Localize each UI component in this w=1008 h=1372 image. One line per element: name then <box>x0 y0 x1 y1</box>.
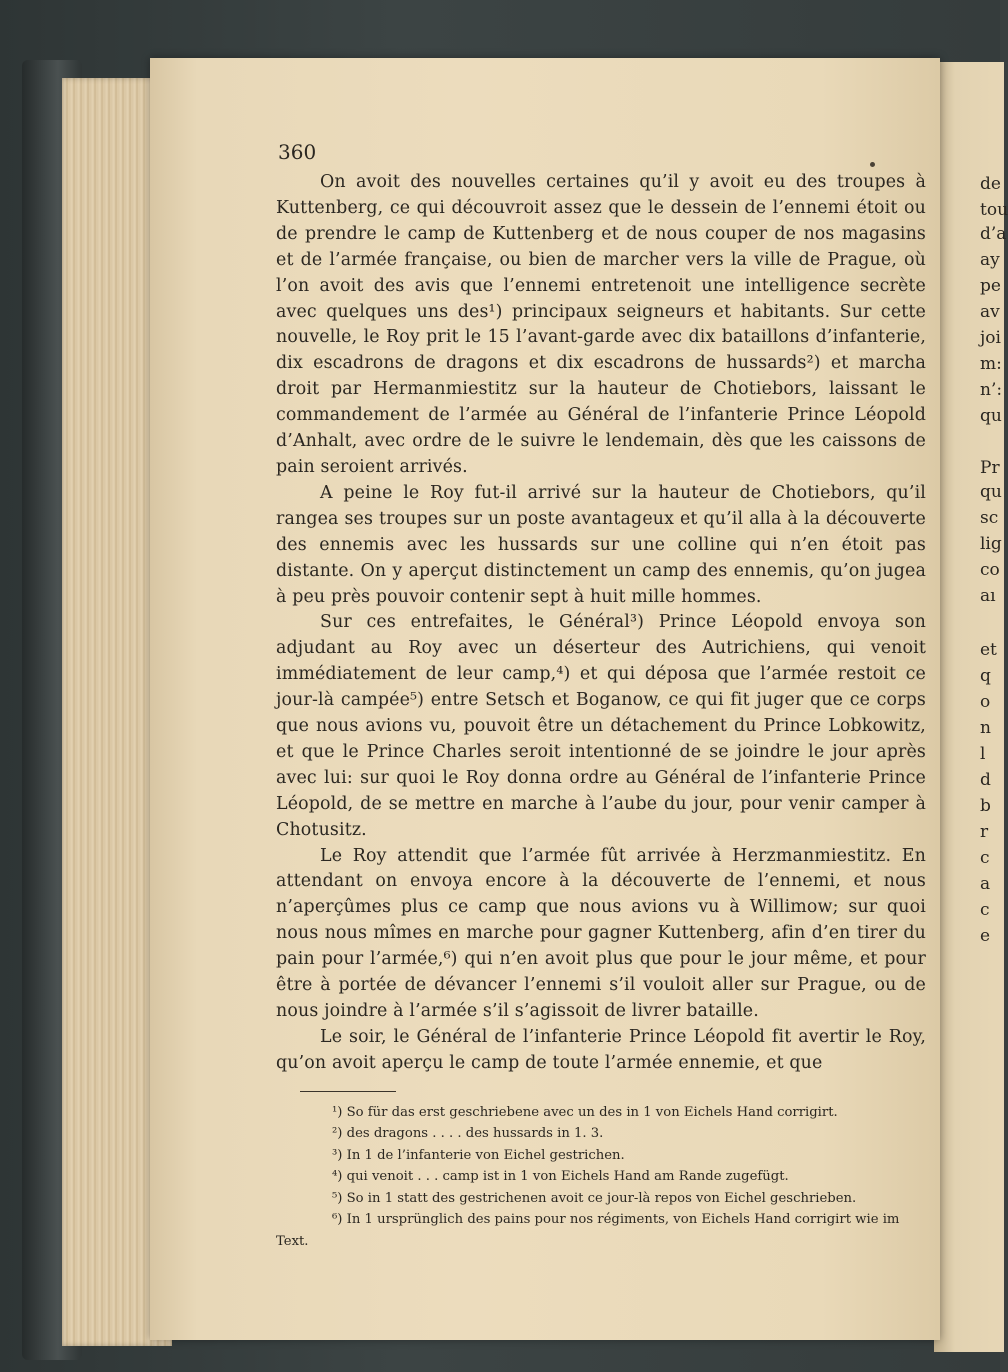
next-page-fragment: de <box>980 174 1001 194</box>
paragraph: On avoit des nouvelles certaines qu’il y avoit eu des troupes à Kuttenberg, ce qui découvroit assez que le dessein de l’ennemi étoit ou de prendre le camp de Kuttenberg et de nous couper de nos magasins et de l’armée française, ou bien de marcher vers la ville de Prague, où l’on avoit des avis que l’ennemi entretenoit une intelligence secrète avec quelques uns des¹) principaux seigneurs et habitants. Sur cette nouvelle, le Roy prit le 15 l’avant-garde avec dix bataillons d’infanterie, dix escadrons de dragons et dix escadrons de hussards²) et marcha droit par Hermanmiestitz sur la hauteur de Chotiebors, laissant le commandement de l’armée au Général de l’infanterie Prince Léopold d’Anhalt, avec ordre de le suivre le lendemain, dès que les caissons de pain seroient arrivés. <box>276 172 926 477</box>
footnote: ⁶) In 1 ursprünglich des pains pour nos régiments, von Eichels Hand corrigirt wie im Text. <box>276 1212 900 1249</box>
next-page-fragment: et <box>980 640 997 660</box>
next-page-fragment: a <box>980 874 991 894</box>
next-page-fragment: co <box>980 560 1000 580</box>
next-page-fragment: qu <box>980 406 1002 426</box>
next-page-fragment: tou <box>980 200 1008 220</box>
footnote: ³) In 1 de l’infanterie von Eichel gestrichen. <box>332 1147 625 1163</box>
footnotes <box>276 1102 926 1253</box>
next-page-fragment: d’a <box>980 224 1007 244</box>
footnote-divider <box>300 1091 396 1092</box>
footnote: ¹) So für das erst geschriebene avec un des in 1 von Eichels Hand corrigirt. <box>332 1104 838 1120</box>
paragraph: Le soir, le Général de l’infanterie Prince Léopold fit avertir le Roy, qu’on avoit aperçu le camp de toute l’armée ennemie, et que <box>276 1026 926 1073</box>
next-page-fragment: Pr <box>980 458 1000 478</box>
footnote: ²) des dragons . . . . des hussards in 1. 3. <box>332 1126 604 1142</box>
footnote: ⁵) So in 1 statt des gestrichenen avoit ce jour-là repos von Eichel geschrieben. <box>332 1190 857 1206</box>
next-page-fragment: n’: <box>980 380 1003 400</box>
next-page-fragment: r <box>980 822 989 842</box>
next-page-fragment: c <box>980 900 990 920</box>
paragraph: Sur ces entrefaites, le Général³) Prince Léopold envoya son adjudant au Roy avec un déserteur des Autrichiens, qui venoit immédiatement de leur camp,⁴) et qui déposa que l’armée restoit ce jour-là campée⁵) entre Setsch et Boganow, ce qui fit juger que ce corps que nous avions vu, pouvoit être un détachement du Prince Lobkowitz, et que le Prince Charles seroit intentionné de se joindre le jour après avec lui: sur quoi le Roy donna ordre au Général de l’infanterie Prince Léopold, de se mettre en marche à l’aube du jour, pour venir camper à Chotusitz. <box>276 612 926 840</box>
next-page-fragment: av <box>980 302 1000 322</box>
next-page-fragment: d <box>980 770 991 790</box>
next-page-fragment: b <box>980 796 991 816</box>
next-page-fragment: aı <box>980 586 996 606</box>
next-page-edge <box>934 62 1008 1352</box>
next-page-fragment: l <box>980 744 986 764</box>
next-page-fragment: lig <box>980 534 1002 554</box>
next-page-fragment: sc <box>980 508 999 528</box>
next-page-fragment: o <box>980 692 991 712</box>
paragraph: A peine le Roy fut-il arrivé sur la hauteur de Chotiebors, qu’il rangea ses troupes sur un poste avantageux et qu’il alla à la découverte des ennemis avec les hussards sur une colline qui n’en étoit pas distante. On y aperçut distinctement un camp des ennemis, qu’on jugea à peu près pouvoir contenir sept à huit mille hommes. <box>276 482 926 607</box>
next-page-fragment: m: <box>980 354 1002 374</box>
next-page-fragment: joi <box>980 328 1001 348</box>
page-text-block <box>276 140 926 1252</box>
body-text <box>276 170 926 1077</box>
next-page-fragment: pe <box>980 276 1001 296</box>
footnote: ⁴) qui venoit . . . camp ist in 1 von Eichels Hand am Rande zugefügt. <box>332 1169 789 1185</box>
next-page-fragment: ay <box>980 250 1000 270</box>
next-page-fragment: qu <box>980 482 1002 502</box>
next-page-fragment: n <box>980 718 991 738</box>
next-page-fragment: q <box>980 666 991 686</box>
next-page-fragment: c <box>980 848 990 868</box>
paragraph: Le Roy attendit que l’armée fût arrivée à Herzmanmiestitz. En attendant on envoya encore à la découverte de l’ennemi, et nous n’aperçûmes plus ce camp que nous avions vu à Willimow; sur quoi nous nous mîmes en marche pour gagner Kuttenberg, afin d’en tirer du pain pour l’armée,⁶) qui n’en avoit plus que pour le jour même, et pour être à portée de dévancer l’ennemi s’il vouloit aller sur Prague, ou de nous joindre à l’armée s’il s’agissoit de livrer bataille. <box>276 845 926 1021</box>
page-number: 360 <box>278 140 317 164</box>
next-page-fragment: e <box>980 926 991 946</box>
